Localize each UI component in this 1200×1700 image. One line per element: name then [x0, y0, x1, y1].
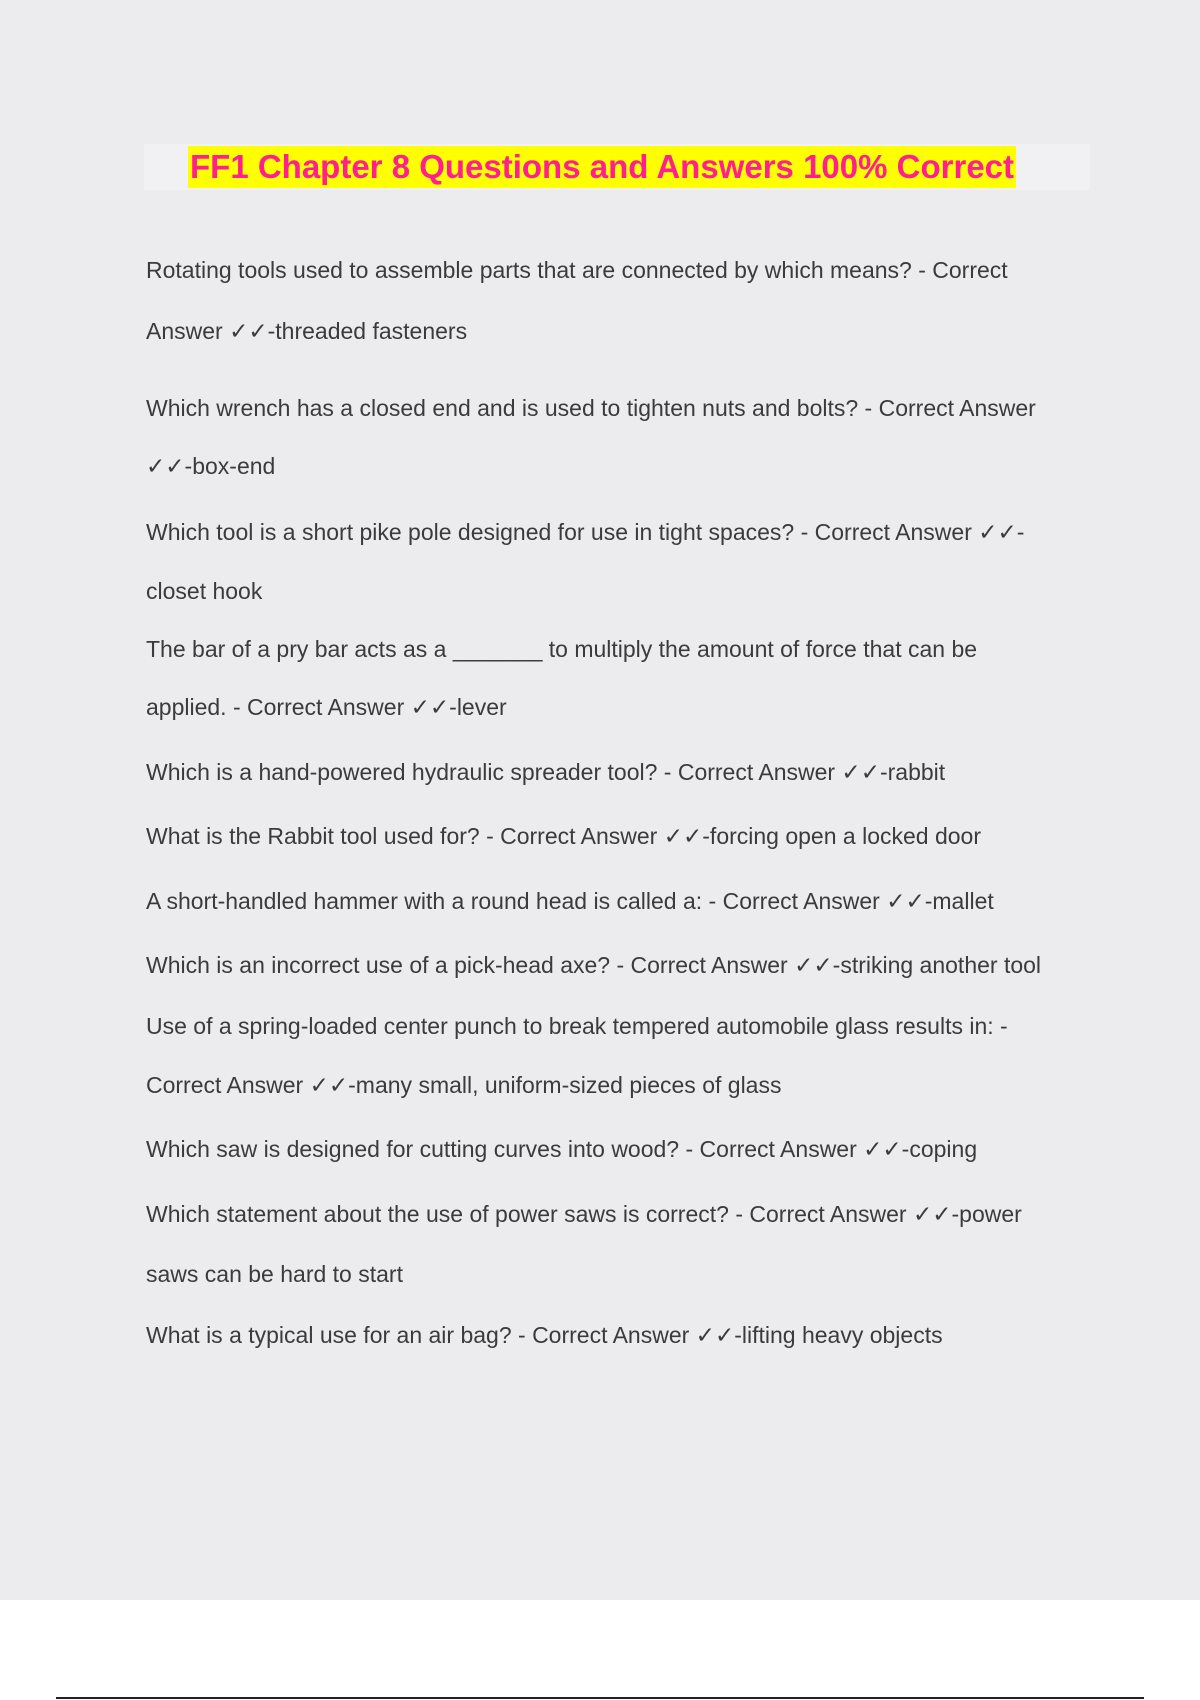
- qa-line: applied. - Correct Answer ✓✓-lever: [146, 694, 507, 720]
- qa-line: What is a typical use for an air bag? - Correct Answer ✓✓-lifting heavy objects: [146, 1322, 943, 1348]
- qa-line: Use of a spring-loaded center punch to break tempered automobile glass results in: -: [146, 1013, 1008, 1039]
- qa-line: Which wrench has a closed end and is used to tighten nuts and bolts? - Correct Answer: [146, 395, 1036, 421]
- qa-line: closet hook: [146, 578, 263, 604]
- qa-line: The bar of a pry bar acts as a _______ to multiply the amount of force that can be: [146, 636, 978, 662]
- qa-line: What is the Rabbit tool used for? - Correct Answer ✓✓-forcing open a locked door: [146, 823, 981, 849]
- title-band: [144, 144, 1090, 190]
- qa-line: Which is an incorrect use of a pick-head axe? - Correct Answer ✓✓-striking another tool: [146, 952, 1042, 978]
- qa-line: A short-handled hammer with a round head is called a: - Correct Answer ✓✓-mallet: [146, 888, 994, 914]
- qa-line: Rotating tools used to assemble parts that are connected by which means? - Correct: [146, 257, 1008, 283]
- qa-line: Which is a hand-powered hydraulic spreader tool? - Correct Answer ✓✓-rabbit: [146, 759, 946, 785]
- footer-divider: [56, 1697, 1144, 1699]
- document-title: FF1 Chapter 8 Questions and Answers 100% Correct: [188, 146, 1016, 188]
- qa-line: Correct Answer ✓✓-many small, uniform-sized pieces of glass: [146, 1072, 782, 1098]
- qa-line: ✓✓-box-end: [146, 453, 276, 479]
- qa-line: saws can be hard to start: [146, 1261, 403, 1287]
- qa-line: Answer ✓✓-threaded fasteners: [146, 318, 468, 344]
- qa-line: Which tool is a short pike pole designed for use in tight spaces? - Correct Answer ✓✓-: [146, 519, 1025, 545]
- qa-line: Which saw is designed for cutting curves into wood? - Correct Answer ✓✓-coping: [146, 1136, 978, 1162]
- qa-line: Which statement about the use of power saws is correct? - Correct Answer ✓✓-power: [146, 1201, 1022, 1227]
